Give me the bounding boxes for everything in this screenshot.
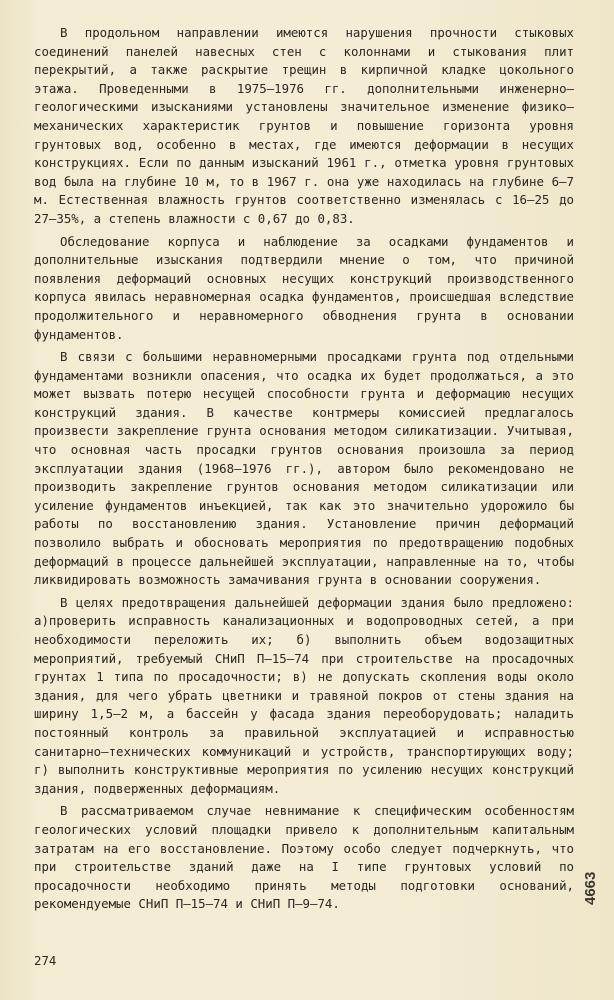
side-stamp-number: 4663 [582, 871, 599, 905]
page-number: 274 [34, 953, 57, 968]
paragraph-3: В связи с большими неравномерными просадками грунта под отдельными фундаментами возникли опасения, что осадка их будет продолжаться, а это может вызвать потерю несущей способности грунта и деформацию несущих конструкций здания. В качестве контрмеры комиссией предлагалось произвести закрепление грунта основания методом силикатизации. Учитывая, что основная часть просадки грунтов основания произошла за период эксплуатации здания (1968–1976 гг.), автором было рекомендовано не производить закрепление грунтов основания методом силикатизации или усиление фундаментов инъекцией, так как это значительно удорожило бы работы по восстановлению здания. Установление причин деформаций позволило выбрать и обосновать мероприятия по предотвращению подобных деформаций в процессе дальнейшей эксплуатации, направленные на то, чтобы ликвидировать возможность замачивания грунта в основании сооружения. [34, 349, 574, 588]
paragraph-2: Обследование корпуса и наблюдение за осадками фундаментов и дополнительные изыскания подтвердили мнение о том, что причиной появления деформаций основных несущих конструкций производственного корпуса явилась неравномерная осадка фундаментов, происшедшая вследствие продолжительного и неравномерного обводнения грунта в основании фундаментов. [34, 233, 574, 342]
paragraph-5: В рассматриваемом случае невнимание к специфическим особенностям геологических условий площадки привело к дополнительным капитальным затратам на его восстановление. Поэтому особо следует подчеркнуть, что при строительстве зданий даже на I типе грунтовых условий по просадочности необходимо принять методы подготовки оснований, рекомендуемые СНиП П–15–74 и СНиП П–9–74. [34, 803, 574, 912]
body-text [34, 24, 574, 918]
paragraph-4: В целях предотвращения дальнейшей деформации здания было предложено: а)проверить исправность канализационных и водопроводных сетей, а при необходимости переложить их; б) выполнить объем водозащитных мероприятий, требуемый СНиП П–15–74 при строительстве на просадочных грунтах 1 типа по просадочности; в) не допускать скопления воды около здания, для чего убрать цветники и травяной покров от стены здания на ширину 1,5–2 м, а бассейн у фасада здания переоборудовать; наладить постоянный контроль за правильной эксплуатацией и исправностью санитарно–технических коммуникаций и устройств, транспортирующих воду; г) выполнить конструктивные мероприятия по усилению несущих конструкций здания, подверженных деформациям. [34, 594, 574, 796]
paragraph-1: В продольном направлении имеются нарушения прочности стыковых соединений панелей навесных стен с колоннами и стыкования плит перекрытий, а также раскрытие трещин в кирпичной кладке цокольного этажа. Проведенными в 1975–1976 гг. дополнительными инженерно–геологическими изысканиями установлены значительное изменение физико–механических характеристик грунтов и повышение горизонта уровня грунтовых вод, особенно в местах, где имеются деформации в несущих конструкциях. Если по данным изысканий 1961 г., отметка уровня грунтовых вод была на глубине 10 м, то в 1967 г. она уже находилась на глубине 6–7 м. Естественная влажность грунтов соответственно изменялась с 16–25 до 27–35%, а степень влажности с 0,67 до 0,83. [34, 25, 574, 226]
